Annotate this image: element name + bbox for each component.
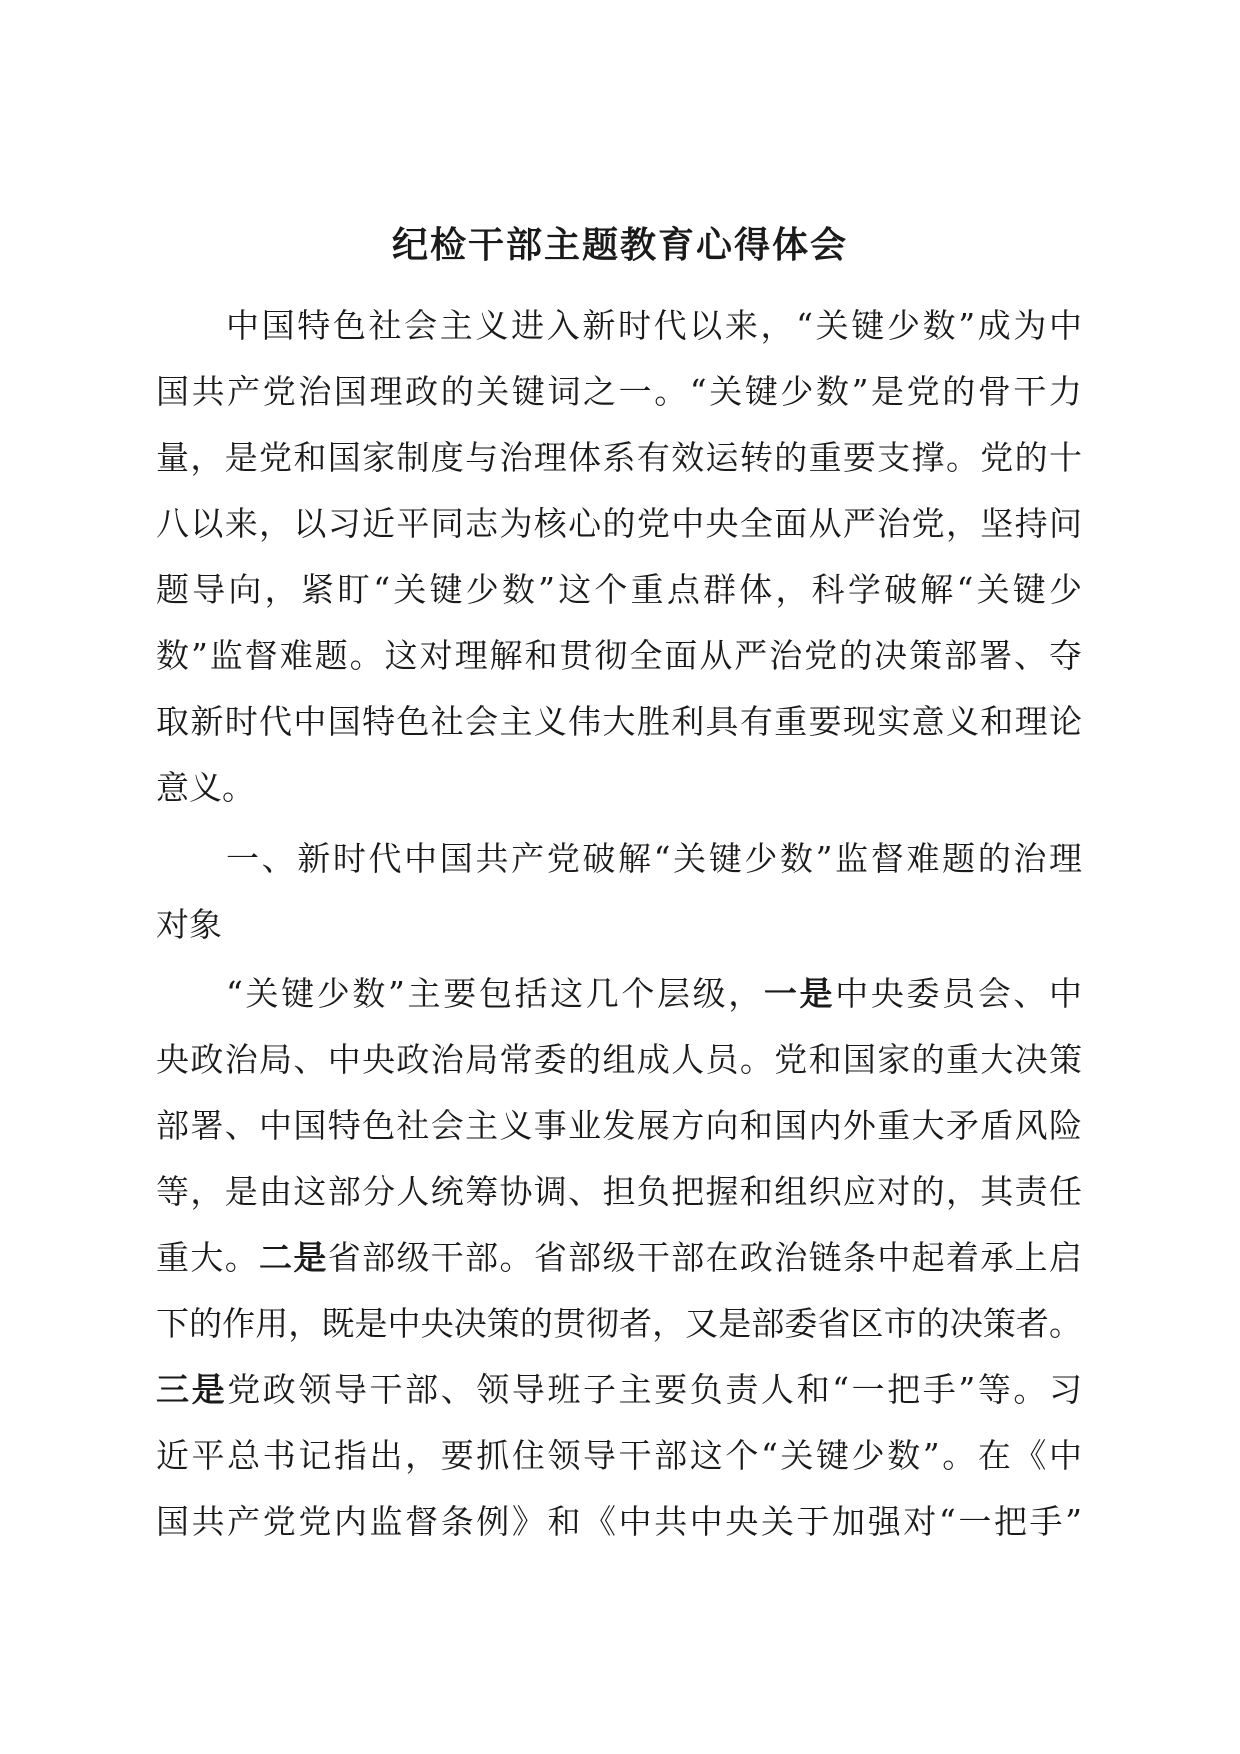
emphasis-second: 二是 <box>259 1238 328 1277</box>
paragraph-3-line-6: 下的作用，既是中央决策的贯彻者，又是部委省区市的决策者。 <box>156 1304 1082 1343</box>
paragraph-3-line-3: 部署、中国特色社会主义事业发展方向和国内外重大矛盾风险 <box>156 1106 1082 1145</box>
paragraph-1-line-3: 量，是党和国家制度与治理体系有效运转的重要支撑。党的十 <box>156 438 1082 477</box>
paragraph-3-line-2: 央政治局、中央政治局常委的组成人员。党和国家的重大决策 <box>156 1040 1082 1079</box>
paragraph-1-line-6: 数”监督难题。这对理解和贯彻全面从严治党的决策部署、夺 <box>156 636 1082 675</box>
section-heading-line-2: 对象 <box>156 905 222 944</box>
emphasis-first: 一是 <box>763 974 836 1013</box>
paragraph-1-line-1: 中国特色社会主义进入新时代以来，“关键少数”成为中 <box>226 306 1082 345</box>
document-title: 纪检干部主题教育心得体会 <box>391 224 848 266</box>
paragraph-1-line-5: 题导向，紧盯“关键少数”这个重点群体，科学破解“关键少 <box>156 570 1082 609</box>
paragraph-3-line-9: 国共产党党内监督条例》和《中共中央关于加强对“一把手” <box>156 1502 1082 1541</box>
paragraph-3-line-5 <box>156 1225 1082 1291</box>
paragraph-3-text: 省部级干部。省部级干部在政治链条中起着承上启 <box>327 1238 1082 1277</box>
paragraph-1-line-8: 意义。 <box>156 768 255 807</box>
paragraph-3-line-4: 等，是由这部分人统筹协调、担负把握和组织应对的，其责任 <box>156 1172 1082 1211</box>
paragraph-1-line-2: 国共产党治国理政的关键词之一。“关键少数”是党的骨干力 <box>156 372 1082 411</box>
paragraph-1-line-4: 八以来，以习近平同志为核心的党中央全面从严治党，坚持问 <box>156 504 1082 543</box>
paragraph-3-line-7 <box>156 1357 1082 1423</box>
paragraph-3-text: 中央委员会、中 <box>835 974 1082 1013</box>
paragraph-3-text: “关键少数”主要包括这几个层级， <box>226 974 764 1013</box>
paragraph-1-line-7: 取新时代中国特色社会主义伟大胜利具有重要现实意义和理论 <box>156 702 1082 741</box>
paragraph-3-text: 重大。 <box>156 1238 260 1277</box>
section-heading-line-1: 一、新时代中国共产党破解“关键少数”监督难题的治理 <box>226 839 1082 878</box>
paragraph-3-text: 党政领导干部、领导班子主要负责人和“一把手”等。习 <box>227 1370 1082 1409</box>
paragraph-3-line-1 <box>226 961 1082 1027</box>
paragraph-3-line-8: 近平总书记指出，要抓住领导干部这个“关键少数”。在《中 <box>156 1436 1082 1475</box>
emphasis-third: 三是 <box>156 1370 228 1409</box>
